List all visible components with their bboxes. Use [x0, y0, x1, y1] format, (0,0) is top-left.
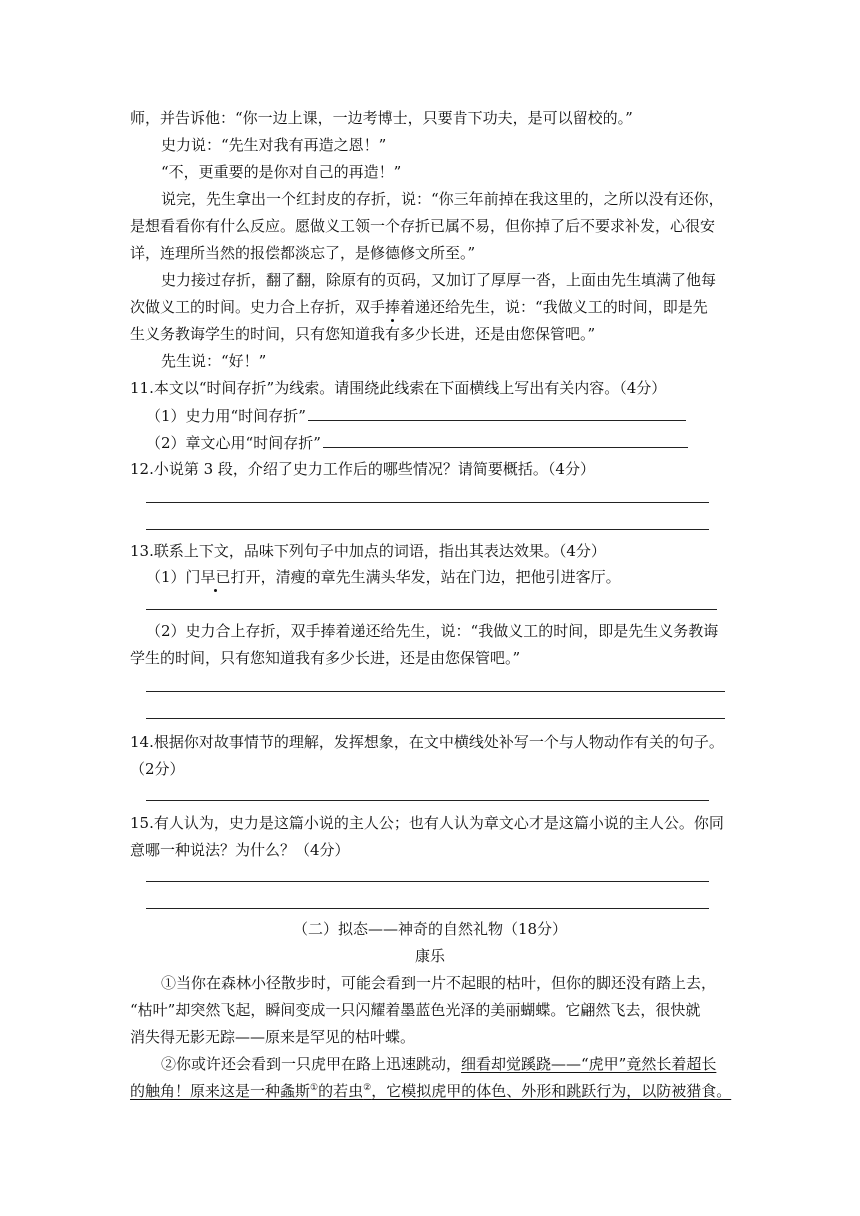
question-13-sub-1	[146, 567, 621, 587]
story-line-2: 史力说：“先生对我有再造之恩！”	[161, 136, 387, 154]
answer-line[interactable]	[308, 405, 686, 421]
underlined-text: 的若虫	[318, 1082, 364, 1100]
underlined-text: 细看却觉蹊跷——“虎甲”竟然长着超长	[461, 1055, 717, 1073]
question-13-sub-2-line-2: 学生的时间，只有您知道我有多少长进，还是由您保管吧。”	[130, 649, 521, 667]
question-13: 13.联系上下文，品味下列句子中加点的词语，指出其表达效果。（4分）	[130, 542, 606, 560]
answer-line[interactable]	[323, 432, 688, 448]
underlined-text: 的触角！原来这是一种螽斯	[130, 1082, 311, 1100]
question-13-sub-2-line-1: （2）史力合上存折，双手捧着递还给先生，说：“我做义工的时间，即是先生义务教诲	[146, 622, 719, 640]
answer-line[interactable]	[146, 718, 725, 719]
question-12: 12.小说第 3 段，介绍了史力工作后的哪些情况？请简要概括。（4分）	[130, 460, 595, 478]
story-line-9: 生义务教诲学生的时间，只有您知道我有多少长进，还是由您保管吧。”	[130, 325, 596, 343]
question-15-line-1: 15.有人认为，史力是这篇小说的主人公；也有人认为章文心才是这篇小说的主人公。你同	[130, 814, 724, 832]
paragraph-2-line-1	[161, 1054, 716, 1074]
story-line-7: 史力接过存折，翻了翻，除原有的页码，又加订了厚厚一沓，上面由先生填满了他每	[161, 271, 717, 289]
question-11-sub-2	[146, 432, 688, 453]
underlined-text: ，它模拟虎甲的体色、外形和跳跃行为，以防被猎食。	[371, 1082, 732, 1100]
story-line-3: “不，更重要的是你对自己的再造！”	[161, 163, 402, 181]
paragraph-1-line-1: ①当你在森林小径散步时，可能会看到一片不起眼的枯叶，但你的脚还没有踏上去，	[161, 974, 717, 992]
dotted-word-peng: 捧	[385, 298, 401, 316]
question-11-sub-2-label: （2）章文心用“时间存折”	[146, 434, 321, 452]
question-13-sub-1-c: 打开，清瘦的章先生满头华发，站在门边，把他引进客厅。	[230, 568, 621, 586]
answer-line[interactable]	[146, 502, 709, 503]
answer-line[interactable]	[146, 529, 709, 530]
question-14-score: （2分）	[130, 760, 185, 778]
footnote-mark-2: ②	[363, 1083, 372, 1093]
answer-line[interactable]	[146, 800, 709, 801]
story-line-8	[130, 297, 708, 317]
dotted-word-zaoyi: 早已	[200, 568, 231, 586]
answer-line[interactable]	[146, 908, 709, 909]
question-11: 11.本文以“时间存折”为线索。请围绕此线索在下面横线上写出有关内容。（4分）	[130, 379, 667, 397]
story-line-8-c: 着递还给先生，说：“我做义工的时间，即是先	[400, 298, 708, 316]
footnote-mark-1: ①	[310, 1083, 319, 1093]
question-11-sub-1	[146, 405, 686, 426]
story-line-5: 是想看看你有什么反应。愿做义工领一个存折已属不易，但你掉了后不要求补发，心很安	[130, 217, 716, 235]
section-author: 康乐	[414, 947, 445, 965]
story-line-1: 师，并告诉他：“你一边上课，一边考博士，只要肯下功夫，是可以留校的。”	[130, 109, 633, 127]
paragraph-2-line-1-a: ②你或许还会看到一只虎甲在路上迅速跳动，	[161, 1055, 462, 1073]
answer-line[interactable]	[146, 609, 717, 610]
story-line-6: 详，连理所当然的报偿都淡忘了，是修德修文所至。”	[130, 244, 476, 262]
answer-line[interactable]	[146, 881, 709, 882]
paragraph-1-line-2: “枯叶”却突然飞起，瞬间变成一只闪耀着墨蓝色光泽的美丽蝴蝶。它翩然飞去，很快就	[130, 1001, 701, 1019]
question-13-sub-1-a: （1）门	[146, 568, 201, 586]
question-15-line-2: 意哪一种说法？为什么？（4分）	[130, 841, 350, 859]
paragraph-2-line-2	[130, 1081, 731, 1101]
answer-line[interactable]	[146, 691, 725, 692]
question-11-sub-1-label: （1）史力用“时间存折”	[146, 407, 306, 425]
story-line-8-a: 次做义工的时间。史力合上存折，双手	[130, 298, 386, 316]
story-line-4: 说完，先生拿出一个红封皮的存折，说：“你三年前掉在我这里的，之所以没有还你，	[161, 190, 724, 208]
story-line-10: 先生说：“好！”	[161, 352, 267, 370]
question-14: 14.根据你对故事情节的理解，发挥想象，在文中横线处补写一个与人物动作有关的句子。	[130, 733, 724, 751]
paragraph-1-line-3: 消失得无影无踪——原来是罕见的枯叶蝶。	[130, 1028, 416, 1046]
section-title: （二）拟态——神奇的自然礼物（18分）	[292, 920, 568, 938]
